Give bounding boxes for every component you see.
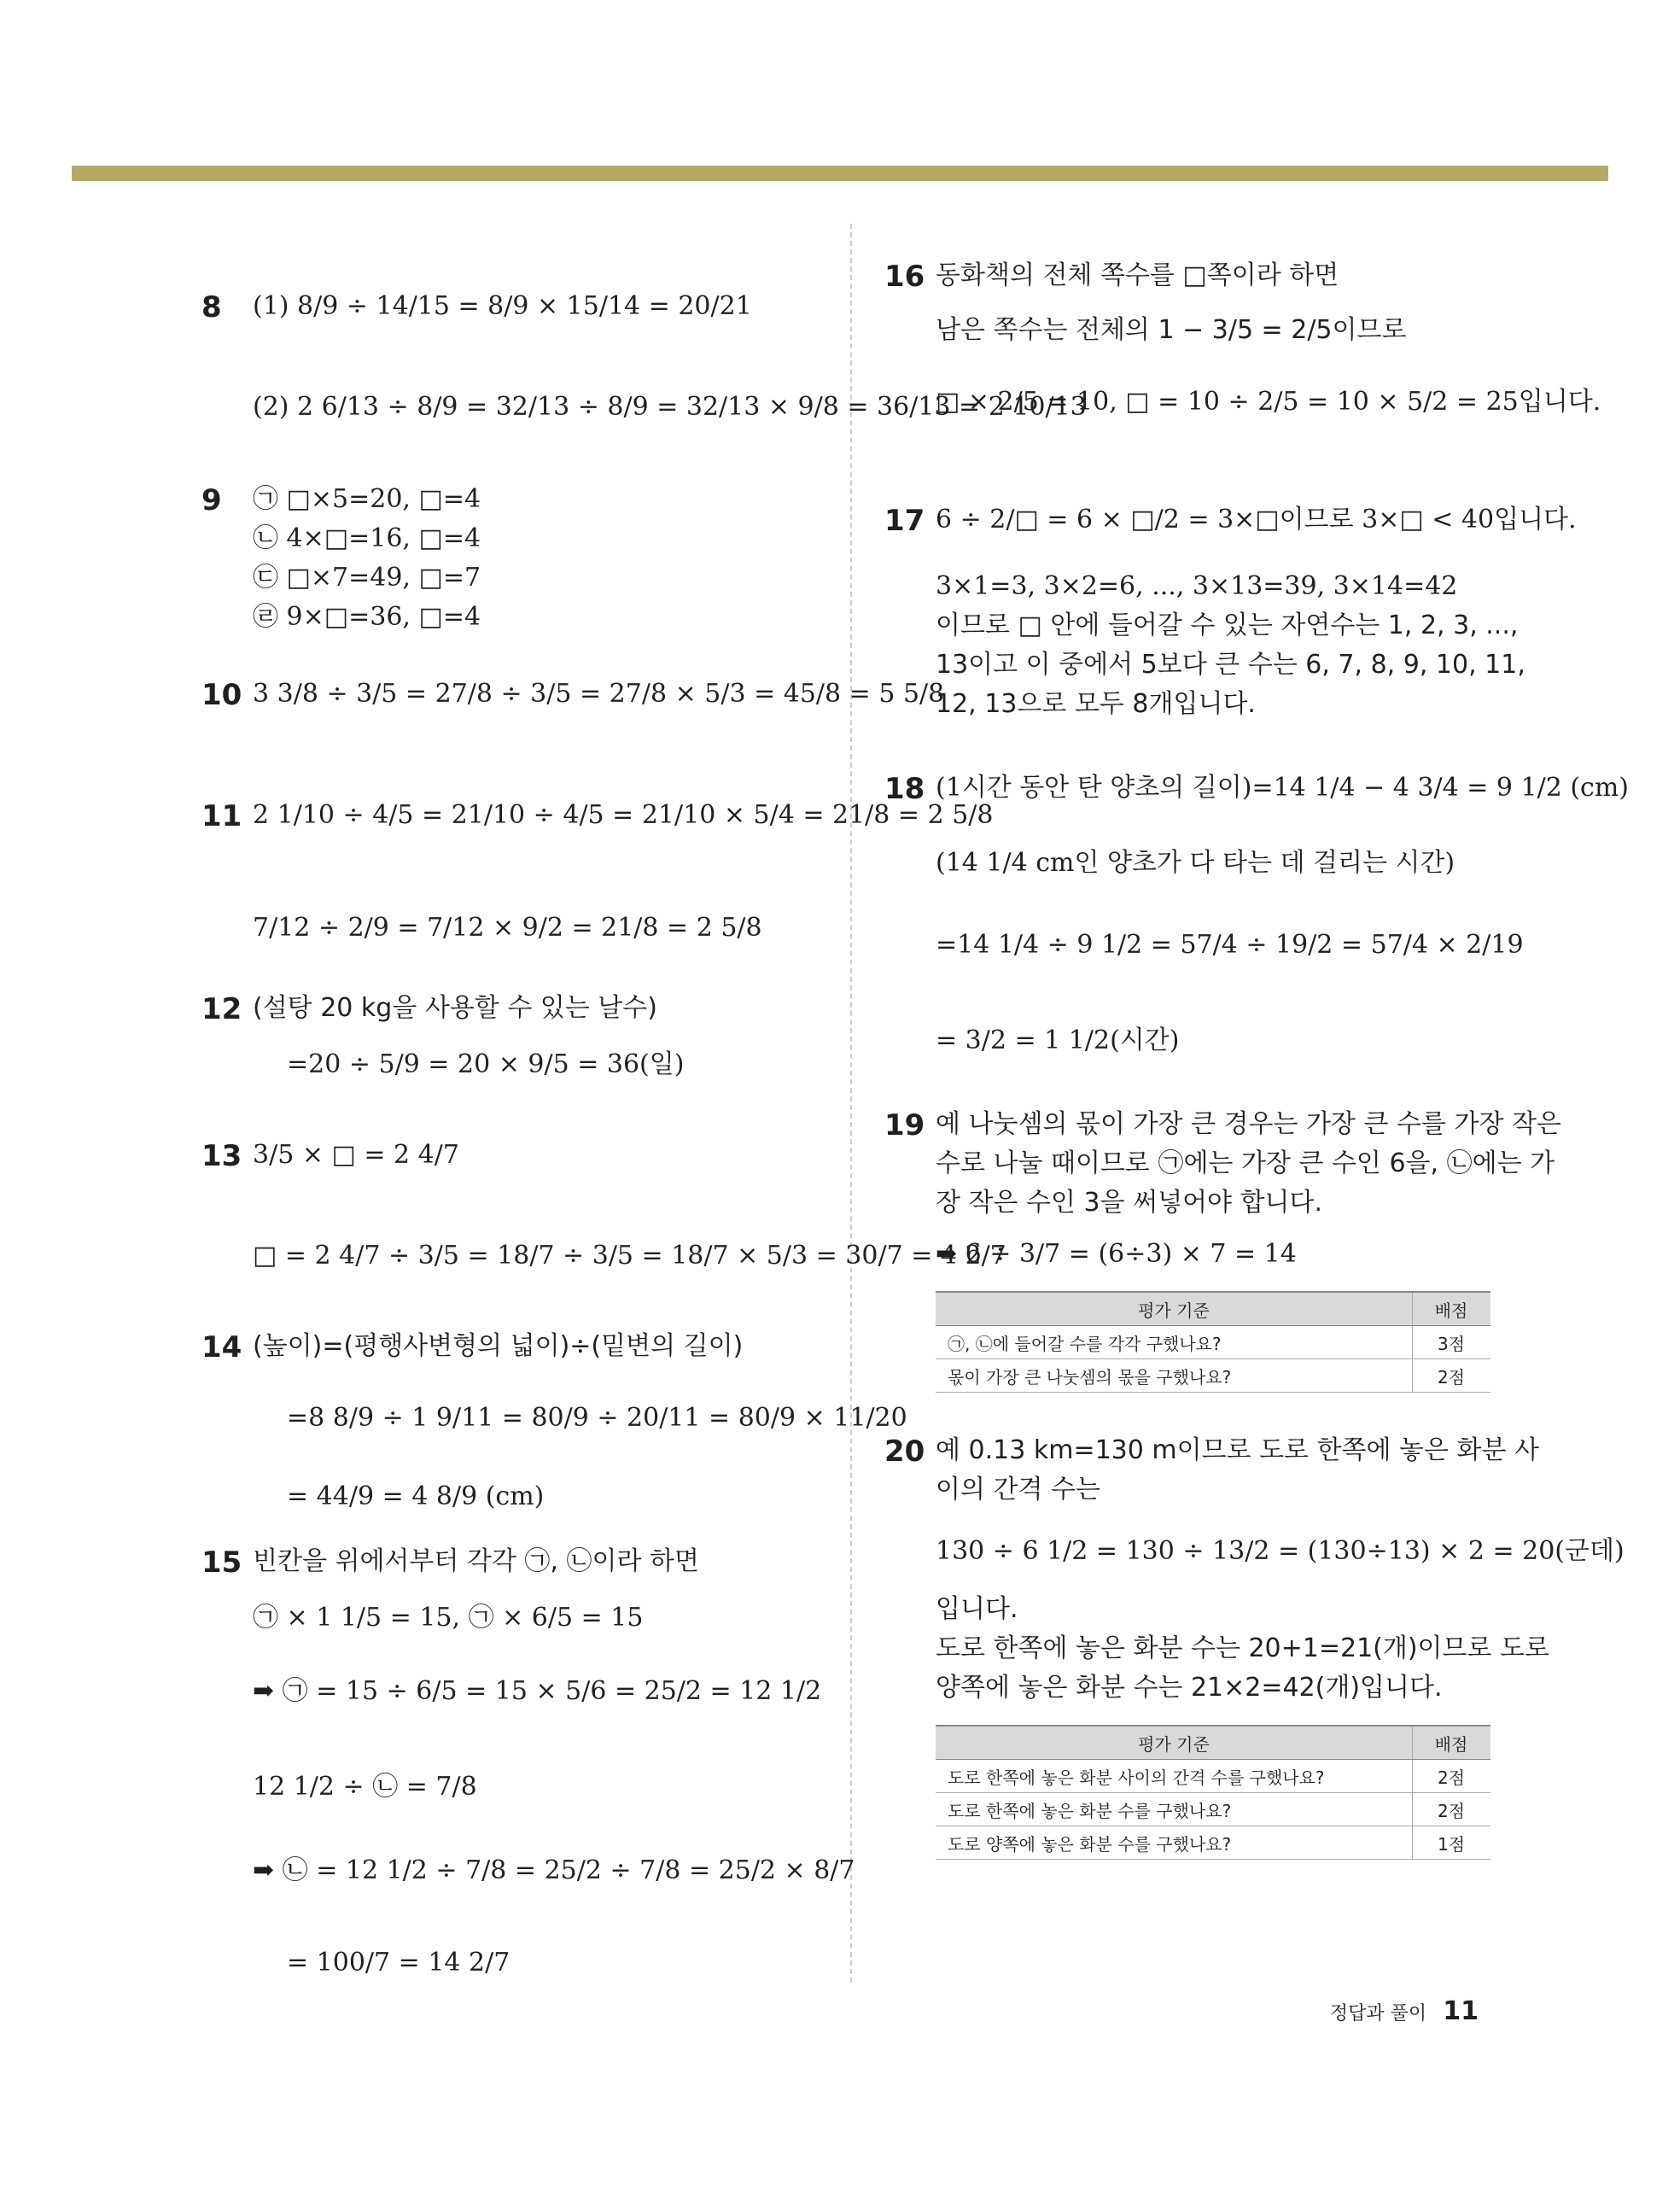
solution-line: = 100/7 = 14 2/7 xyxy=(287,1948,510,1978)
header-bar xyxy=(72,166,1608,181)
rubric-header-points: 배점 xyxy=(1413,1292,1491,1326)
solution-line: (14 1/4 cm인 양초가 다 타는 데 걸리는 시간) xyxy=(936,848,1455,878)
solution-line: (1시간 동안 탄 양초의 길이)=14 1/4 − 4 3/4 = 9 1/2 (cm) xyxy=(936,773,1629,803)
solution-line: (1) 8/9 ÷ 14/15 = 8/9 × 15/14 = 20/21 xyxy=(253,291,752,321)
solution-line: 3×1=3, 3×2=6, ..., 3×13=39, 3×14=42 xyxy=(936,571,1458,601)
solution-line: ㉠ × 1 1/5 = 15, ㉠ × 6/5 = 15 xyxy=(253,1603,644,1633)
problem-number: 16 xyxy=(884,260,925,294)
rubric-header-points: 배점 xyxy=(1413,1726,1491,1760)
solution-line: 입니다. xyxy=(936,1594,1018,1624)
solution-line: 2 1/10 ÷ 4/5 = 21/10 ÷ 4/5 = 21/10 × 5/4 = 21/8 = 2 5/8 xyxy=(253,800,994,830)
solution-line: ㉢ □×7=49, □=7 xyxy=(253,563,481,593)
rubric-points: 1점 xyxy=(1413,1826,1491,1860)
rubric-points: 3점 xyxy=(1413,1326,1491,1359)
table-row xyxy=(936,1793,1490,1826)
solution-line: 130 ÷ 6 1/2 = 130 ÷ 13/2 = (130÷13) × 2 = 20(군데) xyxy=(936,1536,1625,1566)
solution-line: = 44/9 = 4 8/9 (cm) xyxy=(287,1481,545,1511)
solution-line: ㉡ 4×□=16, □=4 xyxy=(253,523,481,553)
problem-number: 10 xyxy=(201,678,242,712)
rubric-points: 2점 xyxy=(1413,1760,1491,1793)
solution-line: 12 1/2 ÷ ㉡ = 7/8 xyxy=(253,1772,477,1802)
solution-line: ➡ ㉡ = 12 1/2 ÷ 7/8 = 25/2 ÷ 7/8 = 25/2 × 8/7 xyxy=(253,1855,855,1885)
solution-line: 예 0.13 km=130 m이므로 도로 한쪽에 놓은 화분 사 xyxy=(936,1435,1540,1465)
problem-number: 20 xyxy=(884,1434,925,1469)
solution-line: 이므로 □ 안에 들어갈 수 있는 자연수는 1, 2, 3, ..., xyxy=(936,611,1519,640)
solution-line: (설탕 20 kg을 사용할 수 있는 날수) xyxy=(253,993,657,1023)
solution-line: = 3/2 = 1 1/2(시간) xyxy=(936,1025,1180,1055)
solution-line: =20 ÷ 5/9 = 20 × 9/5 = 36(일) xyxy=(287,1049,685,1079)
rubric-criteria: 몫이 가장 큰 나눗셈의 몫을 구했나요? xyxy=(936,1359,1413,1393)
solution-line: 7/12 ÷ 2/9 = 7/12 × 9/2 = 21/8 = 2 5/8 xyxy=(253,913,762,943)
rubric-table xyxy=(936,1725,1490,1860)
solution-line: (2) 2 6/13 ÷ 8/9 = 32/13 ÷ 8/9 = 32/13 × 9/8 = 36/13 = 2 10/13 xyxy=(253,392,1087,422)
rubric-criteria: 도로 한쪽에 놓은 화분 수를 구했나요? xyxy=(936,1793,1413,1826)
problem-number: 14 xyxy=(201,1330,242,1364)
problem-number: 9 xyxy=(201,483,222,517)
solution-line: 이의 간격 수는 xyxy=(936,1475,1100,1504)
problem-number: 13 xyxy=(201,1139,242,1173)
rubric-table xyxy=(936,1291,1490,1393)
solution-line: =8 8/9 ÷ 1 9/11 = 80/9 ÷ 20/11 = 80/9 × 11/20 xyxy=(287,1403,907,1433)
solution-line: 6 ÷ 2/□ = 6 × □/2 = 3×□이므로 3×□ < 40입니다. xyxy=(936,505,1577,535)
solution-line: ➡ ㉠ = 15 ÷ 6/5 = 15 × 5/6 = 25/2 = 12 1/2 xyxy=(253,1676,822,1706)
rubric-points: 2점 xyxy=(1413,1359,1491,1393)
rubric-criteria: ㉠, ㉡에 들어갈 수를 각각 구했나요? xyxy=(936,1326,1413,1359)
rubric-header-criteria: 평가 기준 xyxy=(936,1292,1413,1326)
solution-line: 도로 한쪽에 놓은 화분 수는 20+1=21(개)이므로 도로 xyxy=(936,1633,1549,1663)
solution-line: □ = 2 4/7 ÷ 3/5 = 18/7 ÷ 3/5 = 18/7 × 5/3 = 30/7 = 4 2/7 xyxy=(253,1241,1006,1271)
problem-number: 17 xyxy=(884,504,925,538)
solution-line: ➡ 6 ÷ 3/7 = (6÷3) × 7 = 14 xyxy=(936,1239,1297,1269)
solution-line: 남은 쪽수는 전체의 1 − 3/5 = 2/5이므로 xyxy=(936,315,1407,345)
table-row xyxy=(936,1359,1490,1393)
solution-line: =14 1/4 ÷ 9 1/2 = 57/4 ÷ 19/2 = 57/4 × 2/19 xyxy=(936,930,1524,960)
problem-number: 12 xyxy=(201,992,242,1026)
solution-line: ㉣ 9×□=36, □=4 xyxy=(253,602,481,632)
solution-line: 장 작은 수인 3을 써넣어야 합니다. xyxy=(936,1188,1323,1218)
rubric-header-criteria: 평가 기준 xyxy=(936,1726,1413,1760)
solution-line: 동화책의 전체 쪽수를 □쪽이라 하면 xyxy=(936,260,1339,290)
solution-line: (높이)=(평행사변형의 넓이)÷(밑변의 길이) xyxy=(253,1331,744,1361)
table-row xyxy=(936,1826,1490,1860)
problem-number: 18 xyxy=(884,772,925,806)
page-footer xyxy=(1330,1996,1479,2026)
solution-line: 예 나눗셈의 몫이 가장 큰 경우는 가장 큰 수를 가장 작은 xyxy=(936,1109,1561,1139)
problem-number: 19 xyxy=(884,1108,925,1142)
solution-line: ㉠ □×5=20, □=4 xyxy=(253,484,481,514)
column-divider xyxy=(850,224,852,1983)
problem-number: 8 xyxy=(201,290,222,324)
solution-line: 양쪽에 놓은 화분 수는 21×2=42(개)입니다. xyxy=(936,1673,1443,1703)
table-row xyxy=(936,1326,1490,1359)
solution-line: 13이고 이 중에서 5보다 큰 수는 6, 7, 8, 9, 10, 11, xyxy=(936,650,1525,680)
footer-label: 정답과 풀이 xyxy=(1329,2003,1427,2024)
solution-line: 수로 나눌 때이므로 ㉠에는 가장 큰 수인 6을, ㉡에는 가 xyxy=(936,1148,1555,1178)
problem-number: 15 xyxy=(201,1545,242,1580)
solution-line: □ × 2/5 = 10, □ = 10 ÷ 2/5 = 10 × 5/2 = 25입니다. xyxy=(936,387,1601,417)
table-row xyxy=(936,1760,1490,1793)
rubric-points: 2점 xyxy=(1413,1793,1491,1826)
solution-line: 빈칸을 위에서부터 각각 ㉠, ㉡이라 하면 xyxy=(253,1546,699,1576)
rubric-criteria: 도로 양쪽에 놓은 화분 수를 구했나요? xyxy=(936,1826,1413,1860)
solution-line: 3 3/8 ÷ 3/5 = 27/8 ÷ 3/5 = 27/8 × 5/3 = 45/8 = 5 5/8 xyxy=(253,679,945,709)
solution-line: 12, 13으로 모두 8개입니다. xyxy=(936,689,1256,719)
problem-number: 11 xyxy=(201,799,242,833)
rubric-criteria: 도로 한쪽에 놓은 화분 사이의 간격 수를 구했나요? xyxy=(936,1760,1413,1793)
page-number: 11 xyxy=(1443,1996,1479,2026)
solution-line: 3/5 × □ = 2 4/7 xyxy=(253,1140,459,1170)
